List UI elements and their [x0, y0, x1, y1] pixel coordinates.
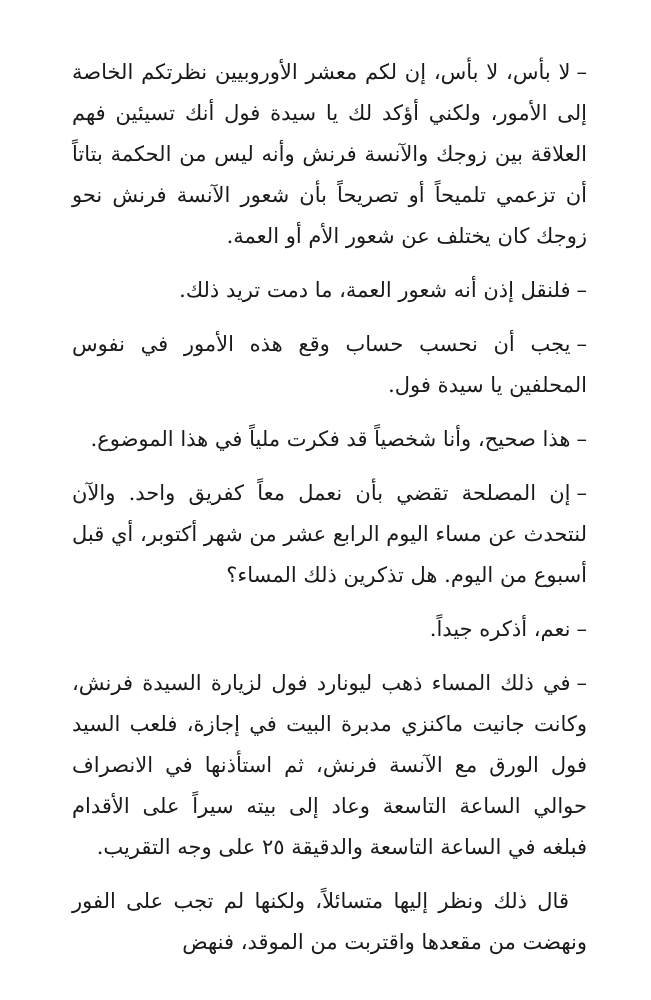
- dialogue-paragraph: [72, 663, 587, 868]
- paragraph-text: لا بأس، لا بأس، إن لكم معشر الأوروبيين نظرتكم الخاصة إلى الأمور، ولكني أؤكد لك يا سيدة فول أنك تسيئين فهم العلاقة بين زوجك والآنسة فرنش وأنه ليس من الحكمة بتاتاً أن تزعمي تلميحاً أو تصريحاً بأن شعور الآنسة فرنش نحو زوجك كان يختلف عن شعور الأم أو العمة.: [72, 60, 587, 248]
- book-page: [72, 52, 587, 976]
- dialogue-paragraph: [72, 52, 587, 257]
- dialogue-paragraph: [72, 270, 587, 311]
- dialogue-dash: –: [576, 332, 587, 356]
- dialogue-dash: –: [576, 671, 587, 695]
- paragraph-text: قال ذلك ونظر إليها متسائلاً، ولكنها لم تجب على الفور ونهضت من مقعدها واقتربت من الموقد، فنهض: [72, 889, 587, 954]
- dialogue-dash: –: [576, 60, 587, 84]
- paragraph-text: في ذلك المساء ذهب ليونارد فول لزيارة السيدة فرنش، وكانت جانيت ماكنزي مدبرة البيت في إجازة، فلعب السيد فول الورق مع الآنسة فرنش، ثم استأذنها في الانصراف حوالي الساعة التاسعة وعاد إلى بيته سيراً على الأقدام فبلغه في الساعة التاسعة والدقيقة ٢٥ على وجه التقريب.: [72, 671, 587, 859]
- paragraph-text: إن المصلحة تقضي بأن نعمل معاً كفريق واحد. والآن لنتحدث عن مساء اليوم الرابع عشر من شهر أكتوبر، أي قبل أسبوع من اليوم. هل تذكرين ذلك المساء؟: [72, 481, 587, 587]
- paragraph-text: فلنقل إذن أنه شعور العمة، ما دمت تريد ذلك.: [179, 278, 571, 302]
- paragraph-text: هذا صحيح، وأنا شخصياً قد فكرت ملياً في هذا الموضوع.: [90, 427, 571, 451]
- paragraph-text: نعم، أذكره جيداً.: [429, 617, 571, 641]
- dialogue-dash: –: [576, 617, 587, 641]
- dialogue-paragraph: [72, 419, 587, 460]
- dialogue-dash: –: [576, 278, 587, 302]
- paragraph-text: يجب أن نحسب حساب وقع هذه الأمور في نفوس المحلفين يا سيدة فول.: [72, 332, 587, 397]
- dialogue-dash: –: [576, 427, 587, 451]
- narration-paragraph: [72, 881, 587, 963]
- dialogue-dash: –: [576, 481, 587, 505]
- dialogue-paragraph: [72, 473, 587, 596]
- dialogue-paragraph: [72, 609, 587, 650]
- dialogue-paragraph: [72, 324, 587, 406]
